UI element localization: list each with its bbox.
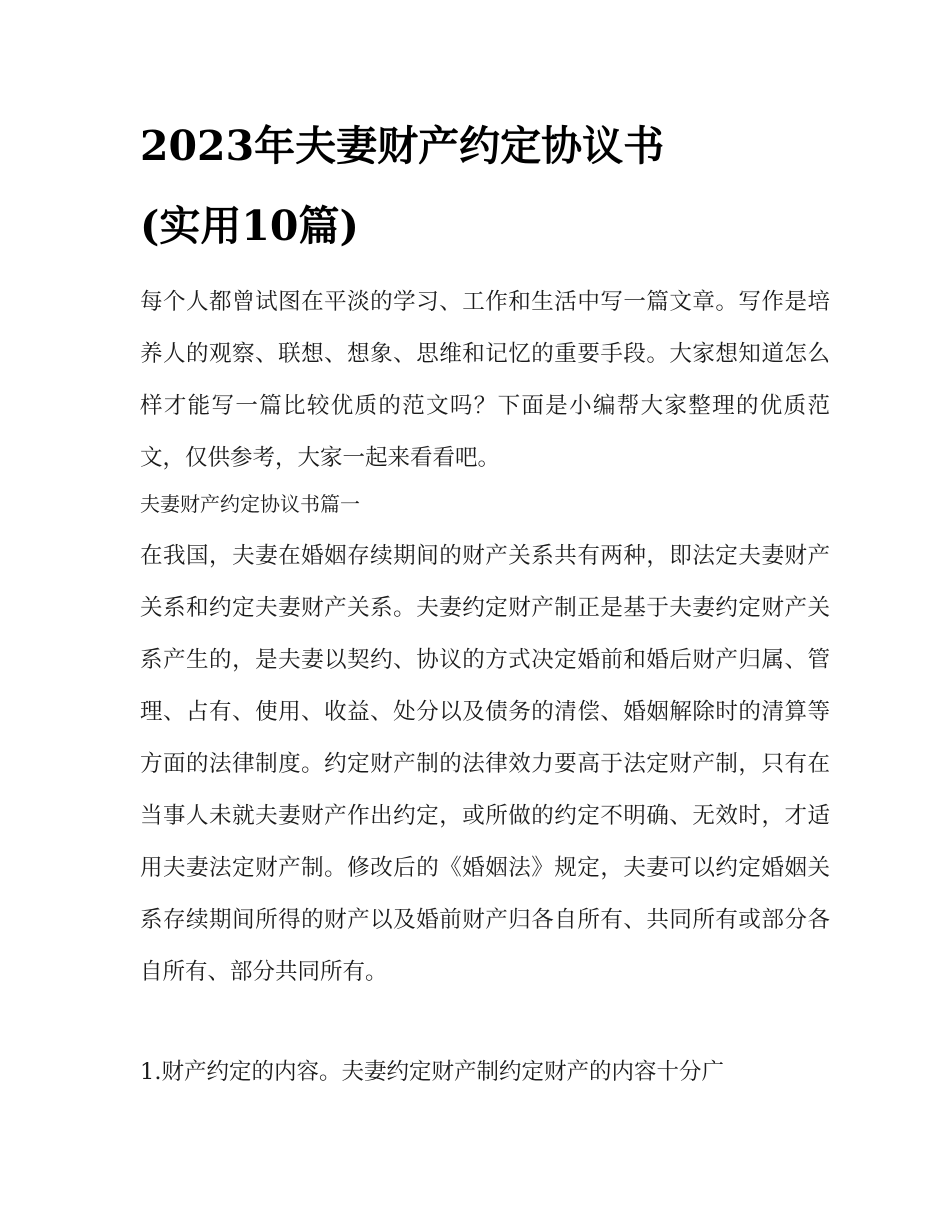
document-title-line-2: (实用10篇) [140,202,359,250]
section-heading: 夫妻财产约定协议书篇一 [140,492,360,516]
document-title-line-1: 2023年夫妻财产约定协议书 [140,122,665,170]
numbered-item: 1.财产约定的内容。夫妻约定财产制约定财产的内容十分广 [140,1059,724,1085]
intro-paragraph: 每个人都曾试图在平淡的学习、工作和生活中写一篇文章。写作是培养人的观察、联想、想象、思维和记忆的重要手段。大家想知道怎么样才能写一篇比较优质的范文吗？下面是小编帮大家整理的优质范文，仅供参考，大家一起来看看吧。 [140,289,830,471]
body-paragraph: 在我国，夫妻在婚姻存续期间的财产关系共有两种，即法定夫妻财产关系和约定夫妻财产关系。夫妻约定财产制正是基于夫妻约定财产关系产生的，是夫妻以契约、协议的方式决定婚前和婚后财产归属、管理、占有、使用、收益、处分以及债务的清偿、婚姻解除时的清算等方面的法律制度。约定财产制的法律效力要高于法定财产制，只有在当事人未就夫妻财产作出约定，或所做的约定不明确、无效时，才适用夫妻法定财产制。修改后的《婚姻法》规定，夫妻可以约定婚姻关系存续期间所得的财产以及婚前财产归各自所有、共同所有或部分各自所有、部分共同所有。 [140,543,830,985]
